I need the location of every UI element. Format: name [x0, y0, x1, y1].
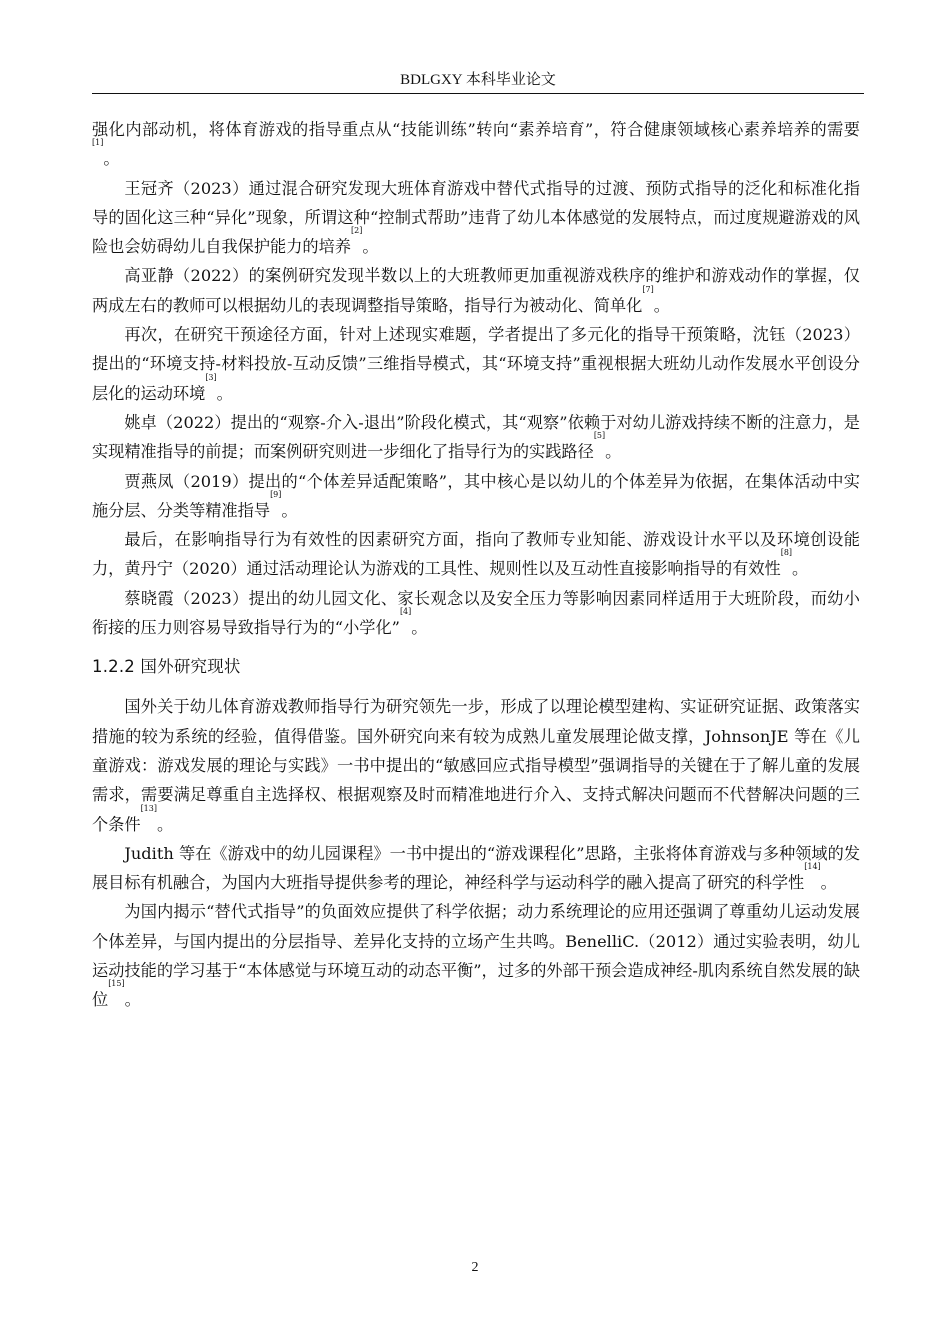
paragraph-text: 为国内揭示“替代式指导”的负面效应提供了科学依据；动力系统理论的应用还强调了尊重幼儿运动发展个体差异，与国内提出的分层指导、差异化支持的立场产生共鸣。BenelliC.（2012）通过实验表明，幼儿运动技能的学习基于“本体感觉与环境互动的动态平衡”，过多的外部干预会造成神经-肌肉系统自然发展的缺位	[92, 902, 860, 1010]
citation-ref: [15]	[108, 979, 125, 989]
paragraph	[92, 584, 860, 643]
citation-ref: [14]	[804, 862, 821, 872]
citation-ref: [2]	[351, 226, 363, 236]
paragraph	[92, 261, 860, 320]
paragraph-end: 。	[124, 990, 141, 1010]
paragraph	[92, 174, 860, 262]
paragraph-text: 姚卓（2022）提出的“观察-介入-退出”阶段化模式，其“观察”依赖于对幼儿游戏持续不断的注意力，是实现精准指导的前提；而案例研究则进一步细化了指导行为的实践路径	[92, 412, 860, 462]
paragraph-text: 王冠齐（2023）通过混合研究发现大班体育游戏中替代式指导的过渡、预防式指导的泛化和标准化指导的固化这三种“异化”现象，所谓这种“控制式帮助”违背了幼儿本体感觉的发展特点，而过度规避游戏的风险也会妨碍幼儿自我保护能力的培养	[92, 178, 860, 257]
paragraph	[92, 839, 860, 898]
paragraph	[92, 692, 860, 838]
paragraph-text: 国外关于幼儿体育游戏教师指导行为研究领先一步，形成了以理论模型建构、实证研究证据、政策落实措施的较为系统的经验，值得借鉴。国外研究向来有较为成熟儿童发展理论做支撑，JohnsonJE 等在《儿童游戏：游戏发展的理论与实践》一书中提出的“敏感回应式指导模型”强调指导的关键在于了解儿童的发展需求，需要满足尊重自主选择权、根据观察及时而精准地进行介入、支持式解决问题而不代替解决问题的三个条件	[92, 697, 860, 834]
citation-ref: [5]	[593, 431, 606, 441]
paragraph	[92, 320, 860, 408]
paragraph-text: 蔡晓霞（2023）提出的幼儿园文化、家长观念以及安全压力等影响因素同样适用于大班阶段，而幼小衔接的压力则容易导致指导行为的“小学化”	[92, 588, 860, 638]
paragraph	[92, 467, 860, 526]
running-header: BDLGXY 本科毕业论文	[400, 72, 556, 88]
paragraph	[92, 897, 860, 1014]
paragraph-end: 。	[281, 500, 298, 520]
paragraph-text: Judith 等在《游戏中的幼儿园课程》一书中提出的“游戏课程化”思路，主张将体育游戏与多种领域的发展目标有机融合，为国内大班指导提供参考的理论，神经科学与运动科学的融入提高了研究的科学性	[92, 843, 860, 893]
paragraph-text: 贾燕凤（2019）提出的“个体差异适配策略”，其中核心是以幼儿的个体差异为依据，在集体活动中实施分层、分类等精准指导	[92, 471, 860, 520]
paragraph-end: 。	[362, 237, 379, 257]
paragraph-end: 。	[653, 295, 670, 315]
paragraph-group-foreign	[92, 692, 860, 1014]
citation-ref: [4]	[399, 607, 412, 617]
paragraph	[92, 408, 860, 467]
citation-ref: [8]	[780, 548, 793, 558]
paragraph-text: 再次，在研究干预途径方面，针对上述现实难题，学者提出了多元化的指导干预策略，沈钰（2023）提出的“环境支持-材料投放-互动反馈”三维指导模式，其“环境支持”重视根据大班幼儿动作发展水平创设分层化的运动环境	[92, 325, 860, 403]
paragraph	[92, 115, 860, 174]
paragraph-end: 。	[605, 442, 622, 462]
header-rule	[92, 93, 864, 94]
citation-ref: [9]	[270, 489, 282, 499]
citation-ref: [1]	[92, 138, 104, 148]
citation-ref: [7]	[642, 284, 654, 294]
paragraph-end: 。	[156, 814, 174, 834]
paragraph-end: 。	[103, 149, 120, 169]
section-heading: 1.2.2 国外研究现状	[92, 657, 241, 677]
paragraph-text: 最后，在影响指导行为有效性的因素研究方面，指向了教师专业知能、游戏设计水平以及环境创设能力，黄丹宁（2020）通过活动理论认为游戏的工具性、规则性以及互动性直接影响指导的有效性	[92, 530, 860, 579]
page-number: 2	[471, 1260, 479, 1275]
paragraph-end: 。	[792, 559, 809, 579]
citation-ref: [13]	[140, 803, 157, 813]
paragraph-group-domestic	[92, 115, 860, 642]
paragraph-text: 高亚静（2022）的案例研究发现半数以上的大班教师更加重视游戏秩序的维护和游戏动作的掌握，仅两成左右的教师可以根据幼儿的表现调整指导策略，指导行为被动化、简单化	[92, 266, 860, 315]
paragraph	[92, 525, 860, 584]
main-text	[92, 115, 860, 1015]
paragraph-end: 。	[820, 873, 837, 893]
paragraph-end: 。	[216, 383, 233, 403]
paragraph-text: 强化内部动机，将体育游戏的指导重点从“技能训练”转向“素养培育”，符合健康领域核心素养培养的需要	[92, 120, 860, 139]
citation-ref: [3]	[205, 372, 217, 382]
paragraph-end: 。	[411, 618, 428, 638]
